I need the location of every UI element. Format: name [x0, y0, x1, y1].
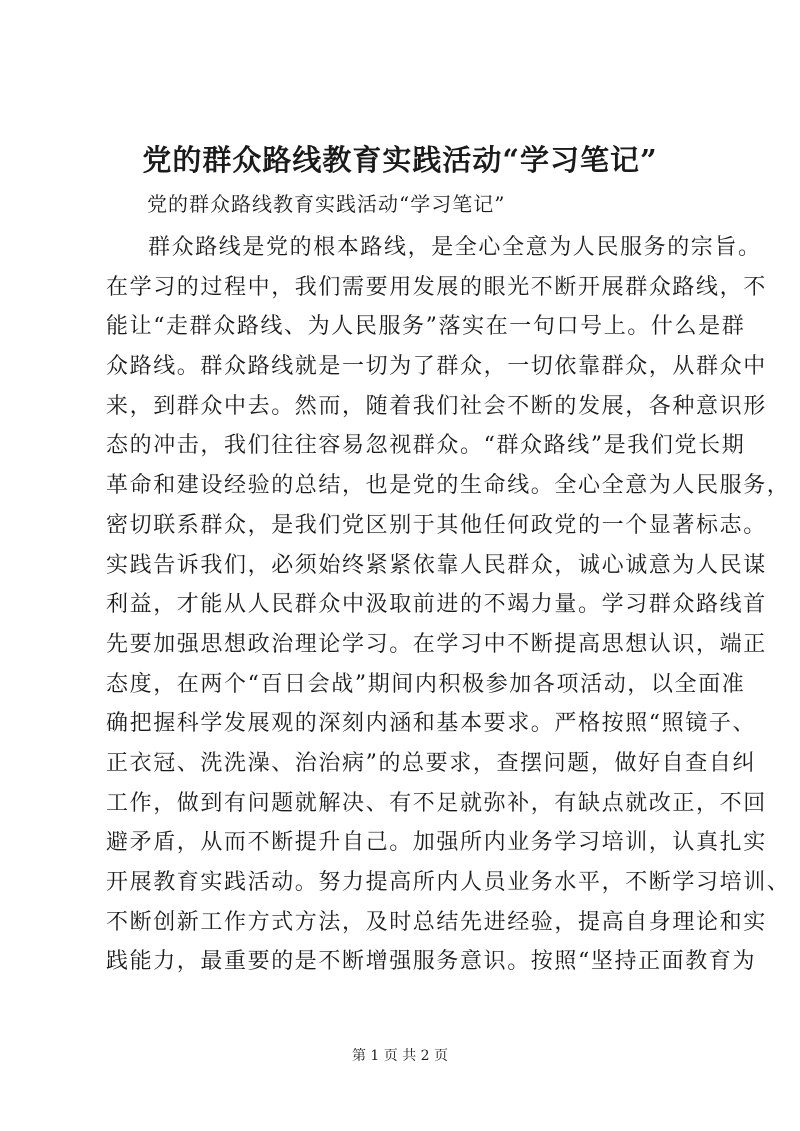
body-line: 革命和建设经验的总结，也是党的生命线。全心全意为人民服务， [106, 473, 791, 499]
body-line: 先要加强思想政治理论学习。在学习中不断提高思想认识，端正 [106, 631, 767, 657]
body-line: 态度，在两个“百日会战”期间内积极参加各项活动，以全面准 [106, 671, 746, 697]
body-line: 来，到群众中去。然而，随着我们社会不断的发展，各种意识形 [106, 393, 767, 419]
body-line: 践能力，最重要的是不断增强服务意识。按照“坚持正面教育为 [106, 949, 757, 975]
body-line: 避矛盾，从而不断提升自己。加强所内业务学习培训，认真扎实 [106, 830, 767, 856]
body-line: 利益，才能从人民群众中汲取前进的不竭力量。学习群众路线首 [106, 592, 767, 618]
body-line: 态的冲击，我们往往容易忽视群众。“群众路线”是我们党长期 [106, 433, 746, 459]
body-line: 正衣冠、洗洗澡、治治病”的总要求，查摆问题，做好自查自纠 [106, 750, 757, 776]
document-subtitle: 党的群众路线教育实践活动“学习笔记” [147, 192, 506, 216]
body-line: 众路线。群众路线就是一切为了群众，一切依靠群众，从群众中 [106, 354, 767, 380]
body-line: 在学习的过程中，我们需要用发展的眼光不断开展群众路线，不 [106, 274, 767, 300]
body-line: 确把握科学发展观的深刻内涵和基本要求。严格按照“照镜子、 [106, 711, 757, 737]
body-line: 工作，做到有问题就解决、有不足就弥补，有缺点就改正，不回 [106, 790, 767, 816]
body-line: 不断创新工作方式方法，及时总结先进经验，提高自身理论和实 [106, 909, 767, 935]
body-text [106, 228, 791, 982]
body-line: 密切联系群众，是我们党区别于其他任何政党的一个显著标志。 [106, 512, 767, 538]
page-footer: 第 1 页 共 2 页 [351, 1048, 449, 1064]
body-line: 开展教育实践活动。努力提高所内人员业务水平，不断学习培训、 [106, 870, 791, 895]
body-line: 群众路线是党的根本路线，是全心全意为人民服务的宗旨。 [148, 235, 762, 260]
body-line: 实践告诉我们，必须始终紧紧依靠人民群众，诚心诚意为人民谋 [106, 552, 767, 578]
body-line: 能让“走群众路线、为人民服务”落实在一句口号上。什么是群 [106, 314, 746, 340]
document-title: 党的群众路线教育实践活动“学习笔记” [142, 143, 658, 177]
